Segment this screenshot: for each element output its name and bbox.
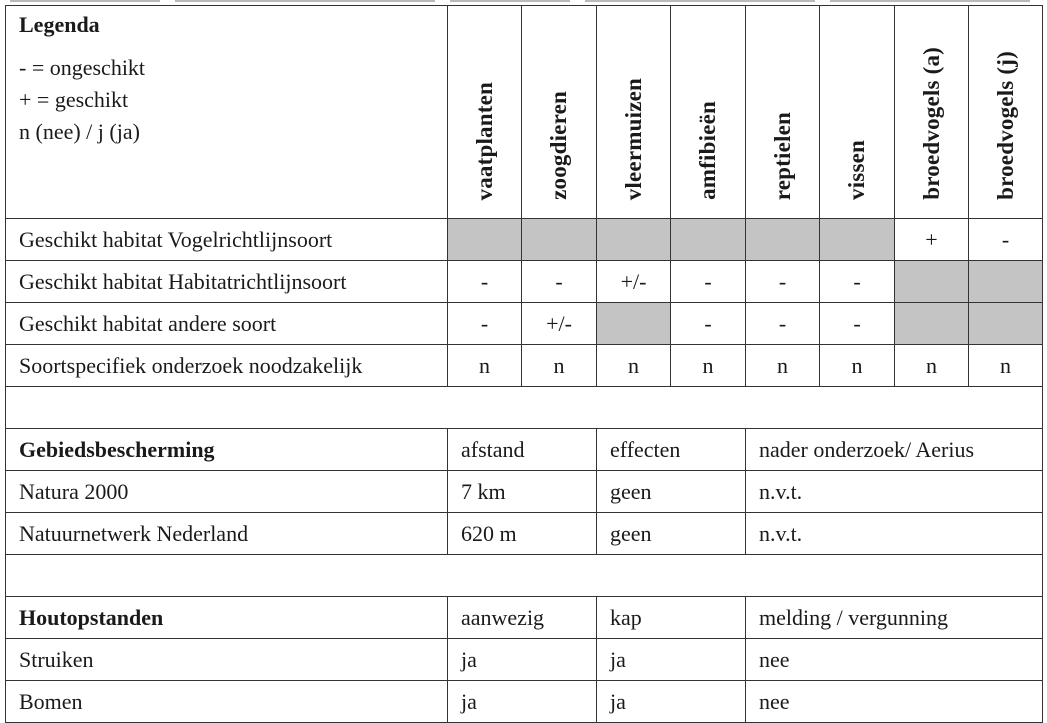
value-cell: - xyxy=(969,219,1043,261)
value-cell: ja xyxy=(597,681,746,723)
column-header xyxy=(597,6,671,219)
value-cell: - xyxy=(522,261,597,303)
column-header: nader onderzoek/ Aerius xyxy=(746,429,1043,471)
row-label: Bomen xyxy=(6,681,448,723)
row-label: Natura 2000 xyxy=(6,471,448,513)
value-cell: n xyxy=(597,345,671,387)
legend-cell xyxy=(6,6,448,219)
quickscan-table xyxy=(5,5,1043,723)
value-cell: 7 km xyxy=(448,471,597,513)
species-row xyxy=(6,219,1043,261)
section-title: Gebiedsbescherming xyxy=(6,429,448,471)
shaded-cell xyxy=(746,219,820,261)
row-label: Geschikt habitat andere soort xyxy=(6,303,448,345)
shaded-cell xyxy=(820,219,895,261)
value-cell: - xyxy=(671,261,746,303)
spacer-cell xyxy=(6,555,1043,597)
row-label: Natuurnetwerk Nederland xyxy=(6,513,448,555)
row-label: Geschikt habitat Habitatrichtlijnsoort xyxy=(6,261,448,303)
value-cell: - xyxy=(671,303,746,345)
hout-row xyxy=(6,681,1043,723)
column-header: afstand xyxy=(448,429,597,471)
shaded-cell xyxy=(895,303,969,345)
value-cell: n xyxy=(671,345,746,387)
species-row xyxy=(6,345,1043,387)
column-header-label: amfibieën xyxy=(695,101,720,200)
column-header: effecten xyxy=(597,429,746,471)
column-header xyxy=(522,6,597,219)
shaded-cell xyxy=(597,303,671,345)
column-header-label: zoogdieren xyxy=(546,91,571,200)
hout-row xyxy=(6,639,1043,681)
shaded-cell xyxy=(597,219,671,261)
value-cell: geen xyxy=(597,471,746,513)
column-header xyxy=(895,6,969,219)
row-label: Geschikt habitat Vogelrichtlijnsoort xyxy=(6,219,448,261)
value-cell: n xyxy=(820,345,895,387)
species-header-row xyxy=(6,6,1043,219)
legend-title: Legenda xyxy=(19,12,100,37)
value-cell: 620 m xyxy=(448,513,597,555)
species-row xyxy=(6,303,1043,345)
spacer-cell xyxy=(6,387,1043,429)
value-cell: n xyxy=(522,345,597,387)
column-header xyxy=(820,6,895,219)
value-cell: ja xyxy=(448,681,597,723)
column-header-label: broedvogels (j) xyxy=(992,51,1018,200)
column-header: kap xyxy=(597,597,746,639)
shaded-cell xyxy=(969,261,1043,303)
value-cell: - xyxy=(448,261,522,303)
section-title: Houtopstanden xyxy=(6,597,448,639)
row-label: Struiken xyxy=(6,639,448,681)
gebied-row xyxy=(6,471,1043,513)
value-cell: n xyxy=(895,345,969,387)
value-cell: +/- xyxy=(522,303,597,345)
spacer-row xyxy=(6,387,1043,429)
gebied-row xyxy=(6,513,1043,555)
shaded-cell xyxy=(448,219,522,261)
column-header xyxy=(969,6,1043,219)
value-cell: - xyxy=(820,303,895,345)
row-label: Soortspecifiek onderzoek noodzakelijk xyxy=(6,345,448,387)
gebied-header-row xyxy=(6,429,1043,471)
legend-line: + = geschikt xyxy=(19,87,129,112)
shaded-cell xyxy=(671,219,746,261)
shaded-cell xyxy=(522,219,597,261)
value-cell: - xyxy=(820,261,895,303)
value-cell: + xyxy=(895,219,969,261)
value-cell: ja xyxy=(448,639,597,681)
legend-line: n (nee) / j (ja) xyxy=(19,119,140,144)
value-cell: - xyxy=(746,261,820,303)
value-cell: n xyxy=(746,345,820,387)
column-header-label: vleermuizen xyxy=(620,77,646,200)
cropped-text-remnant xyxy=(0,0,1047,4)
column-header-label: broedvogels (a) xyxy=(918,47,944,200)
spacer-row xyxy=(6,555,1043,597)
hout-header-row xyxy=(6,597,1043,639)
value-cell: ja xyxy=(597,639,746,681)
shaded-cell xyxy=(895,261,969,303)
column-header: melding / vergunning xyxy=(746,597,1043,639)
shaded-cell xyxy=(969,303,1043,345)
value-cell: - xyxy=(746,303,820,345)
value-cell: n xyxy=(969,345,1043,387)
column-header-label: vaatplanten xyxy=(471,81,497,200)
value-cell: - xyxy=(448,303,522,345)
value-cell: n.v.t. xyxy=(746,513,1043,555)
species-row xyxy=(6,261,1043,303)
column-header xyxy=(671,6,746,219)
legend-line: - = ongeschikt xyxy=(19,55,146,80)
value-cell: geen xyxy=(597,513,746,555)
value-cell: nee xyxy=(746,639,1043,681)
column-header xyxy=(448,6,522,219)
value-cell: +/- xyxy=(597,261,671,303)
column-header xyxy=(746,6,820,219)
value-cell: nee xyxy=(746,681,1043,723)
value-cell: n xyxy=(448,345,522,387)
value-cell: n.v.t. xyxy=(746,471,1043,513)
column-header-label: vissen xyxy=(844,140,869,200)
column-header: aanwezig xyxy=(448,597,597,639)
column-header-label: reptielen xyxy=(769,111,795,200)
